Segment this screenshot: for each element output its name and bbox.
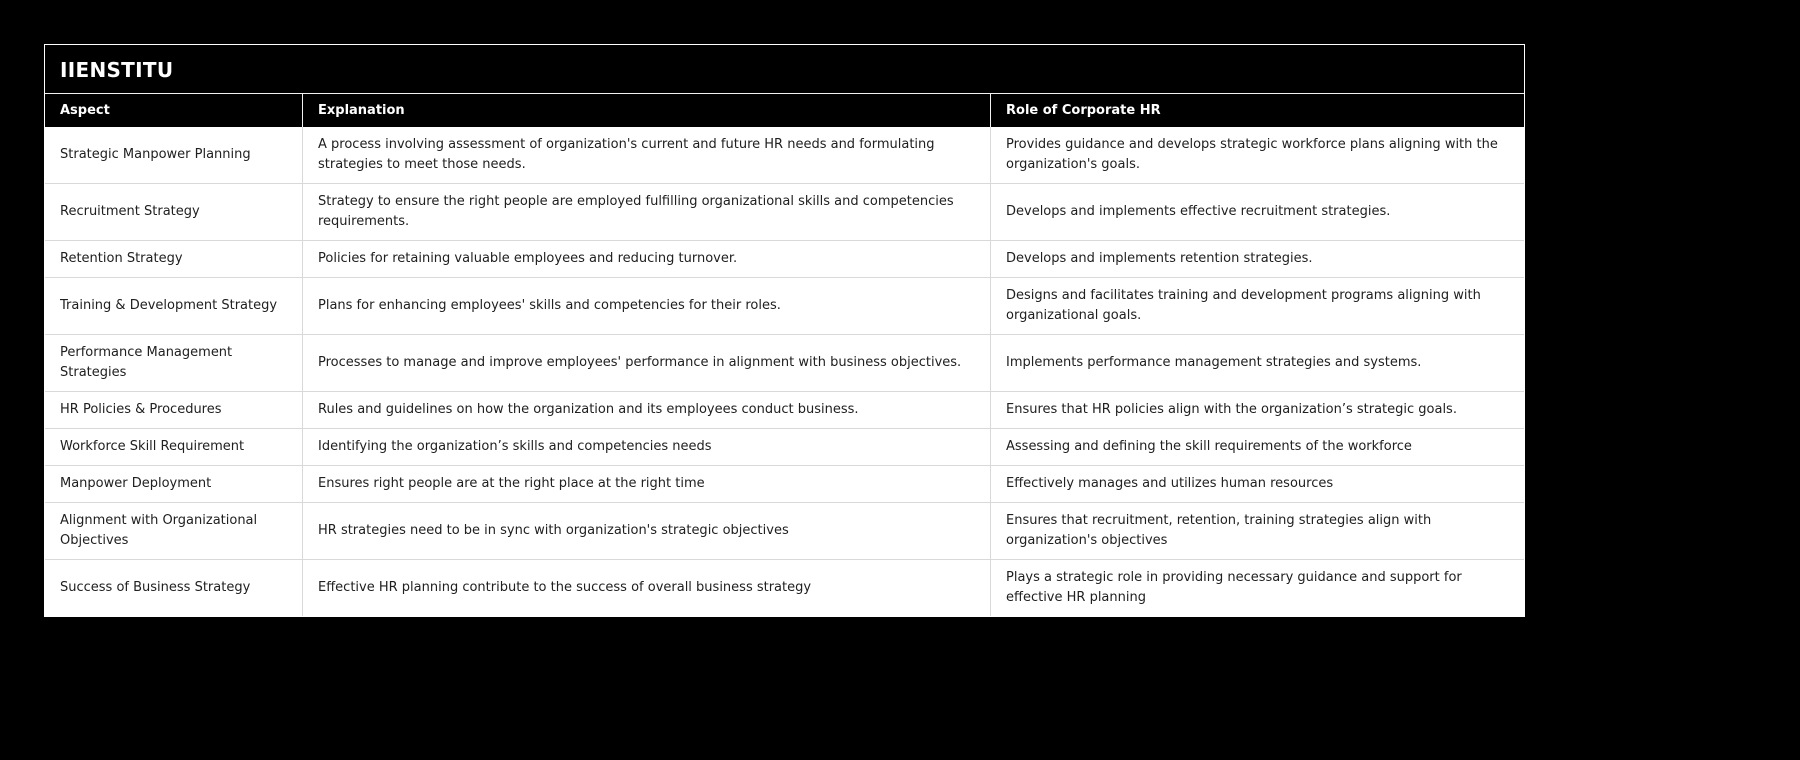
- table-row: [45, 391, 1524, 428]
- table-row: [45, 127, 1524, 183]
- cell-role: Ensures that HR policies align with the organization’s strategic goals.: [990, 392, 1524, 428]
- cell-role: Designs and facilitates training and development programs aligning with organizational goals.: [990, 278, 1524, 334]
- cell-role: Develops and implements effective recruitment strategies.: [990, 184, 1524, 240]
- cell-role: Develops and implements retention strategies.: [990, 241, 1524, 277]
- cell-explanation: Rules and guidelines on how the organization and its employees conduct business.: [302, 392, 990, 428]
- cell-aspect: Alignment with Organizational Objectives: [60, 513, 258, 548]
- table-row: [45, 502, 1524, 559]
- cell-explanation: Processes to manage and improve employees' performance in alignment with business objectives.: [302, 335, 990, 391]
- table-body: [45, 127, 1524, 616]
- cell-aspect: Performance Management Strategies: [60, 345, 233, 380]
- cell-role: Effectively manages and utilizes human resources: [990, 466, 1524, 502]
- table-row: [45, 334, 1524, 391]
- cell-aspect: Strategic Manpower Planning: [60, 147, 251, 162]
- cell-aspect: Training & Development Strategy: [60, 298, 278, 313]
- cell-aspect: Workforce Skill Requirement: [60, 439, 245, 454]
- cell-role: Assessing and defining the skill requirements of the workforce: [990, 429, 1524, 465]
- cell-aspect: Manpower Deployment: [60, 476, 212, 491]
- cell-explanation: Plans for enhancing employees' skills and competencies for their roles.: [302, 278, 990, 334]
- column-header-role: Role of Corporate HR: [990, 94, 1524, 127]
- cell-role: Implements performance management strategies and systems.: [990, 335, 1524, 391]
- table-title: IIENSTITU: [60, 58, 174, 82]
- cell-explanation: HR strategies need to be in sync with organization's strategic objectives: [302, 503, 990, 559]
- column-header-explanation: Explanation: [302, 94, 990, 127]
- cell-aspect: Recruitment Strategy: [60, 204, 200, 219]
- cell-explanation: Strategy to ensure the right people are employed fulfilling organizational skills and competencies requirements.: [302, 184, 990, 240]
- table-row: [45, 183, 1524, 240]
- hr-strategy-table: [44, 44, 1525, 617]
- table-row: [45, 240, 1524, 277]
- cell-explanation: A process involving assessment of organization's current and future HR needs and formulating strategies to meet those needs.: [302, 127, 990, 183]
- cell-explanation: Policies for retaining valuable employees and reducing turnover.: [302, 241, 990, 277]
- cell-role: Provides guidance and develops strategic workforce plans aligning with the organization's goals.: [990, 127, 1524, 183]
- cell-role: Ensures that recruitment, retention, training strategies align with organization's objectives: [990, 503, 1524, 559]
- table-row: [45, 559, 1524, 616]
- cell-explanation: Identifying the organization’s skills and competencies needs: [302, 429, 990, 465]
- table-row: [45, 428, 1524, 465]
- cell-explanation: Effective HR planning contribute to the success of overall business strategy: [302, 560, 990, 616]
- cell-aspect: HR Policies & Procedures: [60, 402, 222, 417]
- table-row: [45, 277, 1524, 334]
- column-header-aspect: Aspect: [60, 103, 110, 118]
- cell-explanation: Ensures right people are at the right place at the right time: [302, 466, 990, 502]
- table-row: [45, 465, 1524, 502]
- table-header-row: [45, 93, 1524, 127]
- cell-aspect: Success of Business Strategy: [60, 580, 251, 595]
- cell-role: Plays a strategic role in providing necessary guidance and support for effective HR planning: [990, 560, 1524, 616]
- cell-aspect: Retention Strategy: [60, 251, 183, 266]
